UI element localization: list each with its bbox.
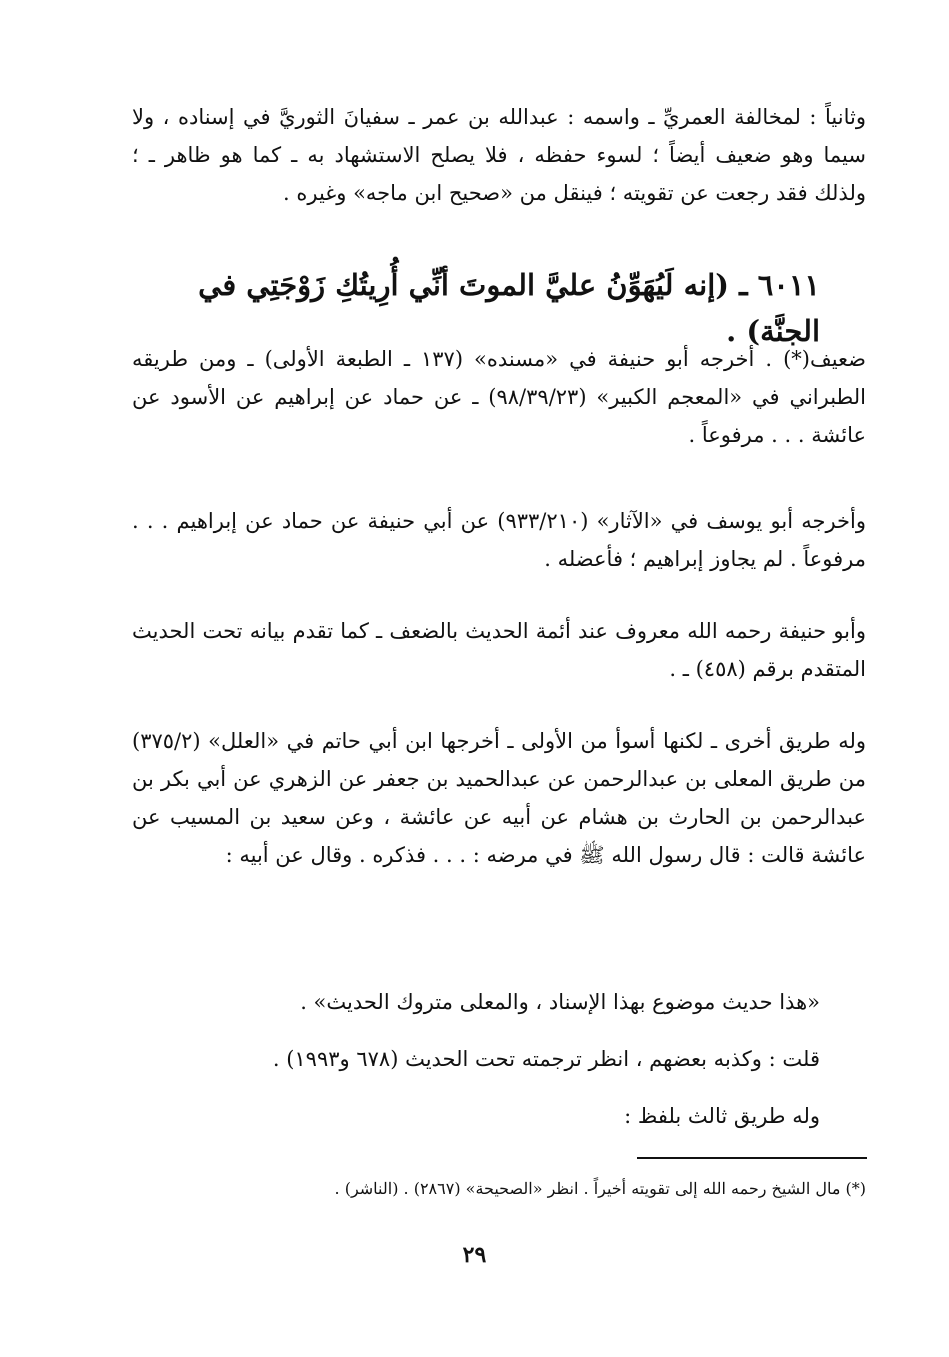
paragraph-intro: وثانياً : لمخالفة العمريِّ ـ واسمه : عبدالله بن عمر ـ سفيانَ الثوريَّ في إسناده ، ولا سيما وهو ضعيف أيضاً ؛ لسوء حفظه ، فلا يصلح الاستشهاد به ـ كما هو ظاهر ـ ؛ ولذلك فقد رجعت عن تقويته ؛ فينقل من «صحيح ابن ماجه» وغيره . — [132, 105, 866, 205]
paragraph-abu-yusuf: وأخرجه أبو يوسف في «الآثار» (٩٣٣/٢١٠) عن أبي حنيفة عن حماد عن إبراهيم . . . مرفوعاً . لم يجاوز إبراهيم ؛ فأعضله . — [132, 509, 867, 571]
paragraph-second-route: وله طريق أخرى ـ لكنها أسوأ من الأولى ـ أخرجها ابن أبي حاتم في «العلل» (٣٧٥/٢) من طريق المعلى بن عبدالرحمن عن عبدالحميد بن جعفر عن الزهري عن أبي بكر بن عبدالرحمن بن الحارث بن هشام عن أبيه عن عائشة ، وعن سعيد بن المسيب عن عائشة قالت : قال رسول الله ﷺ في مرضه : . . . فذكره . وقال عن أبيه : — [132, 729, 866, 867]
paragraph-grading: ضعيف(*) . أخرجه أبو حنيفة في «مسنده» (١٣٧ ـ الطبعة الأولى) ـ ومن طريقه الطبراني في «المعجم الكبير» (٩٨/٣٩/٢٣) ـ عن حماد عن إبراهيم عن الأسود عن عائشة . . . مرفوعاً . — [132, 347, 867, 447]
footnote-divider — [637, 1157, 867, 1159]
hadith-heading: ٦٠١١ ـ (إنه لَيُهَوِّنُ عليَّ الموتَ أنِّي أُرِيتُكِ زَوْجَتِي في الجنَّة) . — [198, 268, 820, 348]
paragraph-note: قلت : وكذبه بعضهم ، انظر ترجمته تحت الحديث (٦٧٨ و١٩٩٣) . — [272, 1047, 820, 1071]
footnote: (*) مال الشيخ رحمه الله إلى تقويته أخيراً . انظر «الصحيحة» (٢٨٦٧) . (الناشر) . — [334, 1179, 866, 1198]
page-number: ٢٩ — [462, 1242, 487, 1268]
quote-line: «هذا حديث موضوع بهذا الإسناد ، والمعلى متروك الحديث» . — [300, 990, 820, 1014]
paragraph-third-route: وله طريق ثالث بلفظ : — [624, 1104, 820, 1128]
paragraph-abu-hanifa: وأبو حنيفة رحمه الله معروف عند أئمة الحديث بالضعف ـ كما تقدم بيانه تحت الحديث المتقدم برقم (٤٥٨) ـ . — [132, 619, 866, 681]
